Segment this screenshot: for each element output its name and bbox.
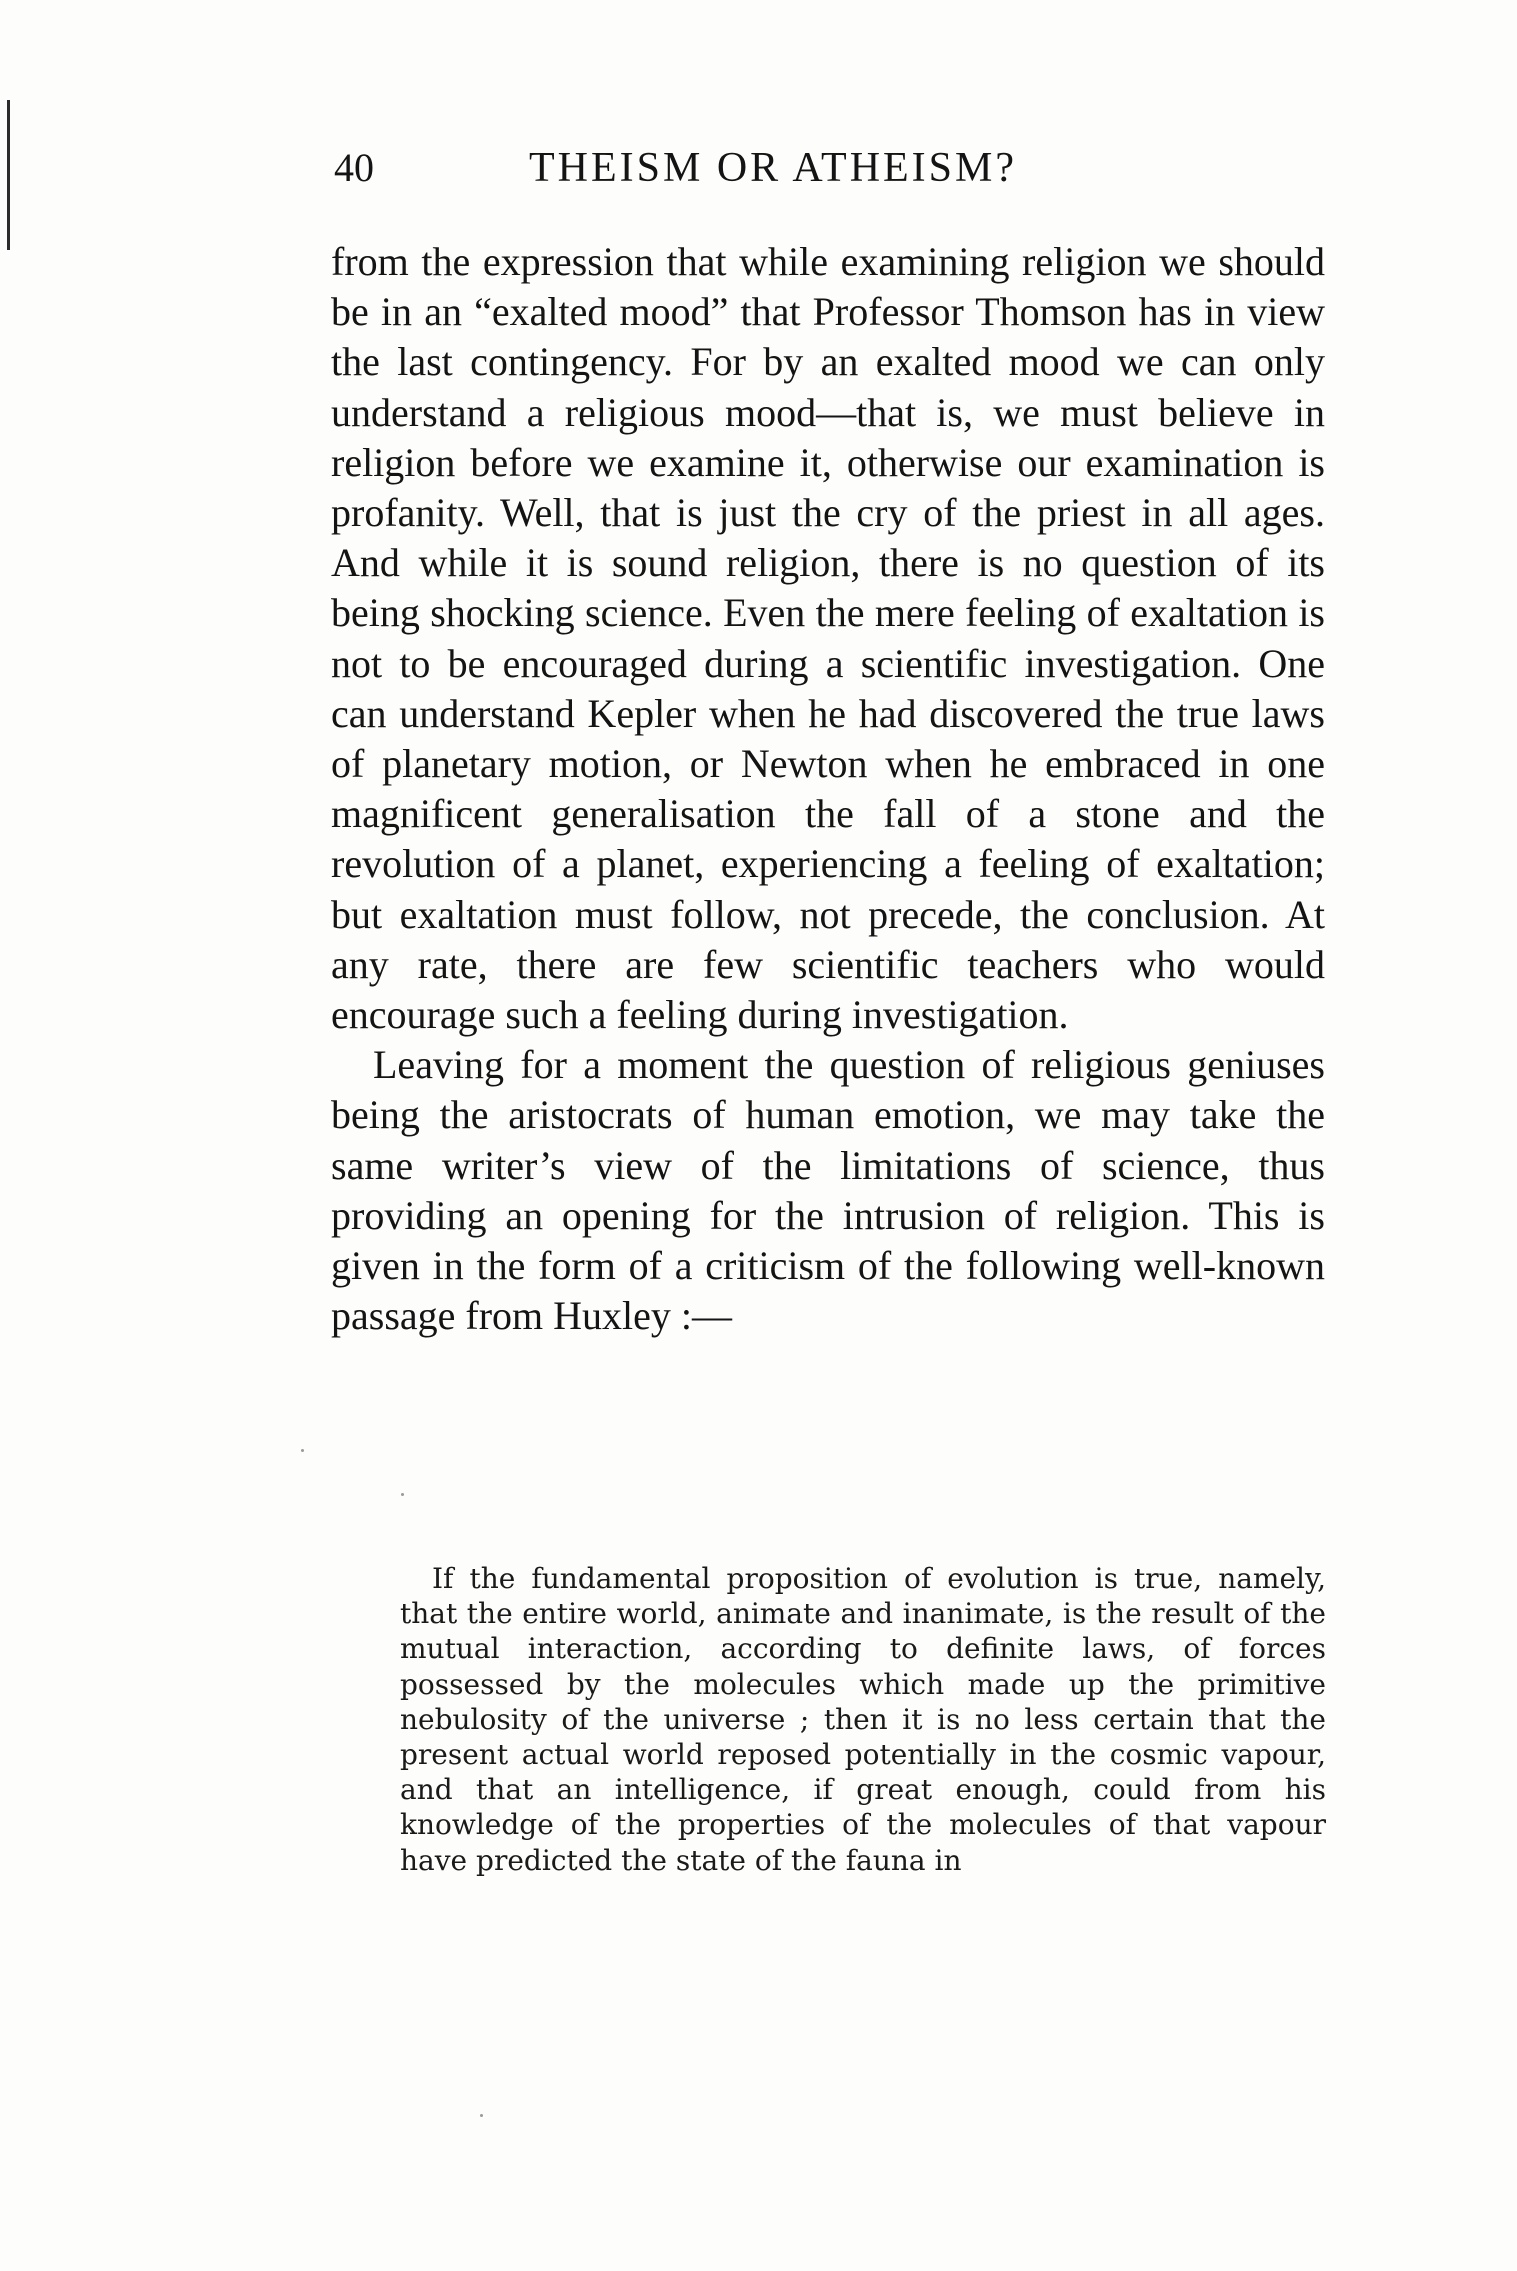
huxley-quotation bbox=[400, 1561, 1326, 1878]
scan-speck bbox=[480, 2114, 483, 2117]
page-number: 40 bbox=[334, 145, 374, 190]
paragraph-1: from the expression that while examining religion we should be in an “exalted mood” that Professor Thomson has in view the last contingency. For by an exalted mood we can only understand a religious mood—that is, we must believe in religion before we examine it, otherwise our examination is profanity. Well, that is just the cry of the priest in all ages. And while it is sound religion, there is no question of its being shocking science. Even the mere feeling of exaltation is not to be encouraged during a scientific investigation. One can understand Kepler when he had discovered the true laws of planetary motion, or Newton when he embraced in one magnificent generalisation the fall of a stone and the revolution of a planet, experiencing a feeling of exaltation; but exaltation must follow, not precede, the conclusion. At any rate, there are few scientific teachers who would encourage such a feeling during investigation. bbox=[331, 239, 1325, 1038]
running-head bbox=[334, 138, 1328, 198]
running-title: THEISM OR ATHEISM? bbox=[529, 145, 1018, 191]
scan-speck bbox=[301, 1449, 304, 1452]
scan-edge-mark bbox=[7, 100, 10, 250]
scan-speck bbox=[401, 1493, 404, 1496]
body-text bbox=[331, 237, 1325, 1341]
quotation-text: If the fundamental proposition of evolution is true, namely, that the entire world, animate and inanimate, is the result of the mutual interaction, according to definite laws, of forces possessed by the molecules which made up the primitive nebulosity of the universe ; then it is no less certain that the present actual world reposed potentially in the cosmic vapour, and that an intelligence, if great enough, could from his knowledge of the properties of the molecules of that vapour have predicted the state of the fauna in bbox=[400, 1562, 1326, 1877]
paragraph-2: Leaving for a moment the question of religious geniuses being the aristocrats of human emotion, we may take the same writer’s view of the limitations of science, thus providing an opening for the intrusion of religion. This is given in the form of a criticism of the following well-known passage from Huxley :— bbox=[331, 1042, 1325, 1339]
